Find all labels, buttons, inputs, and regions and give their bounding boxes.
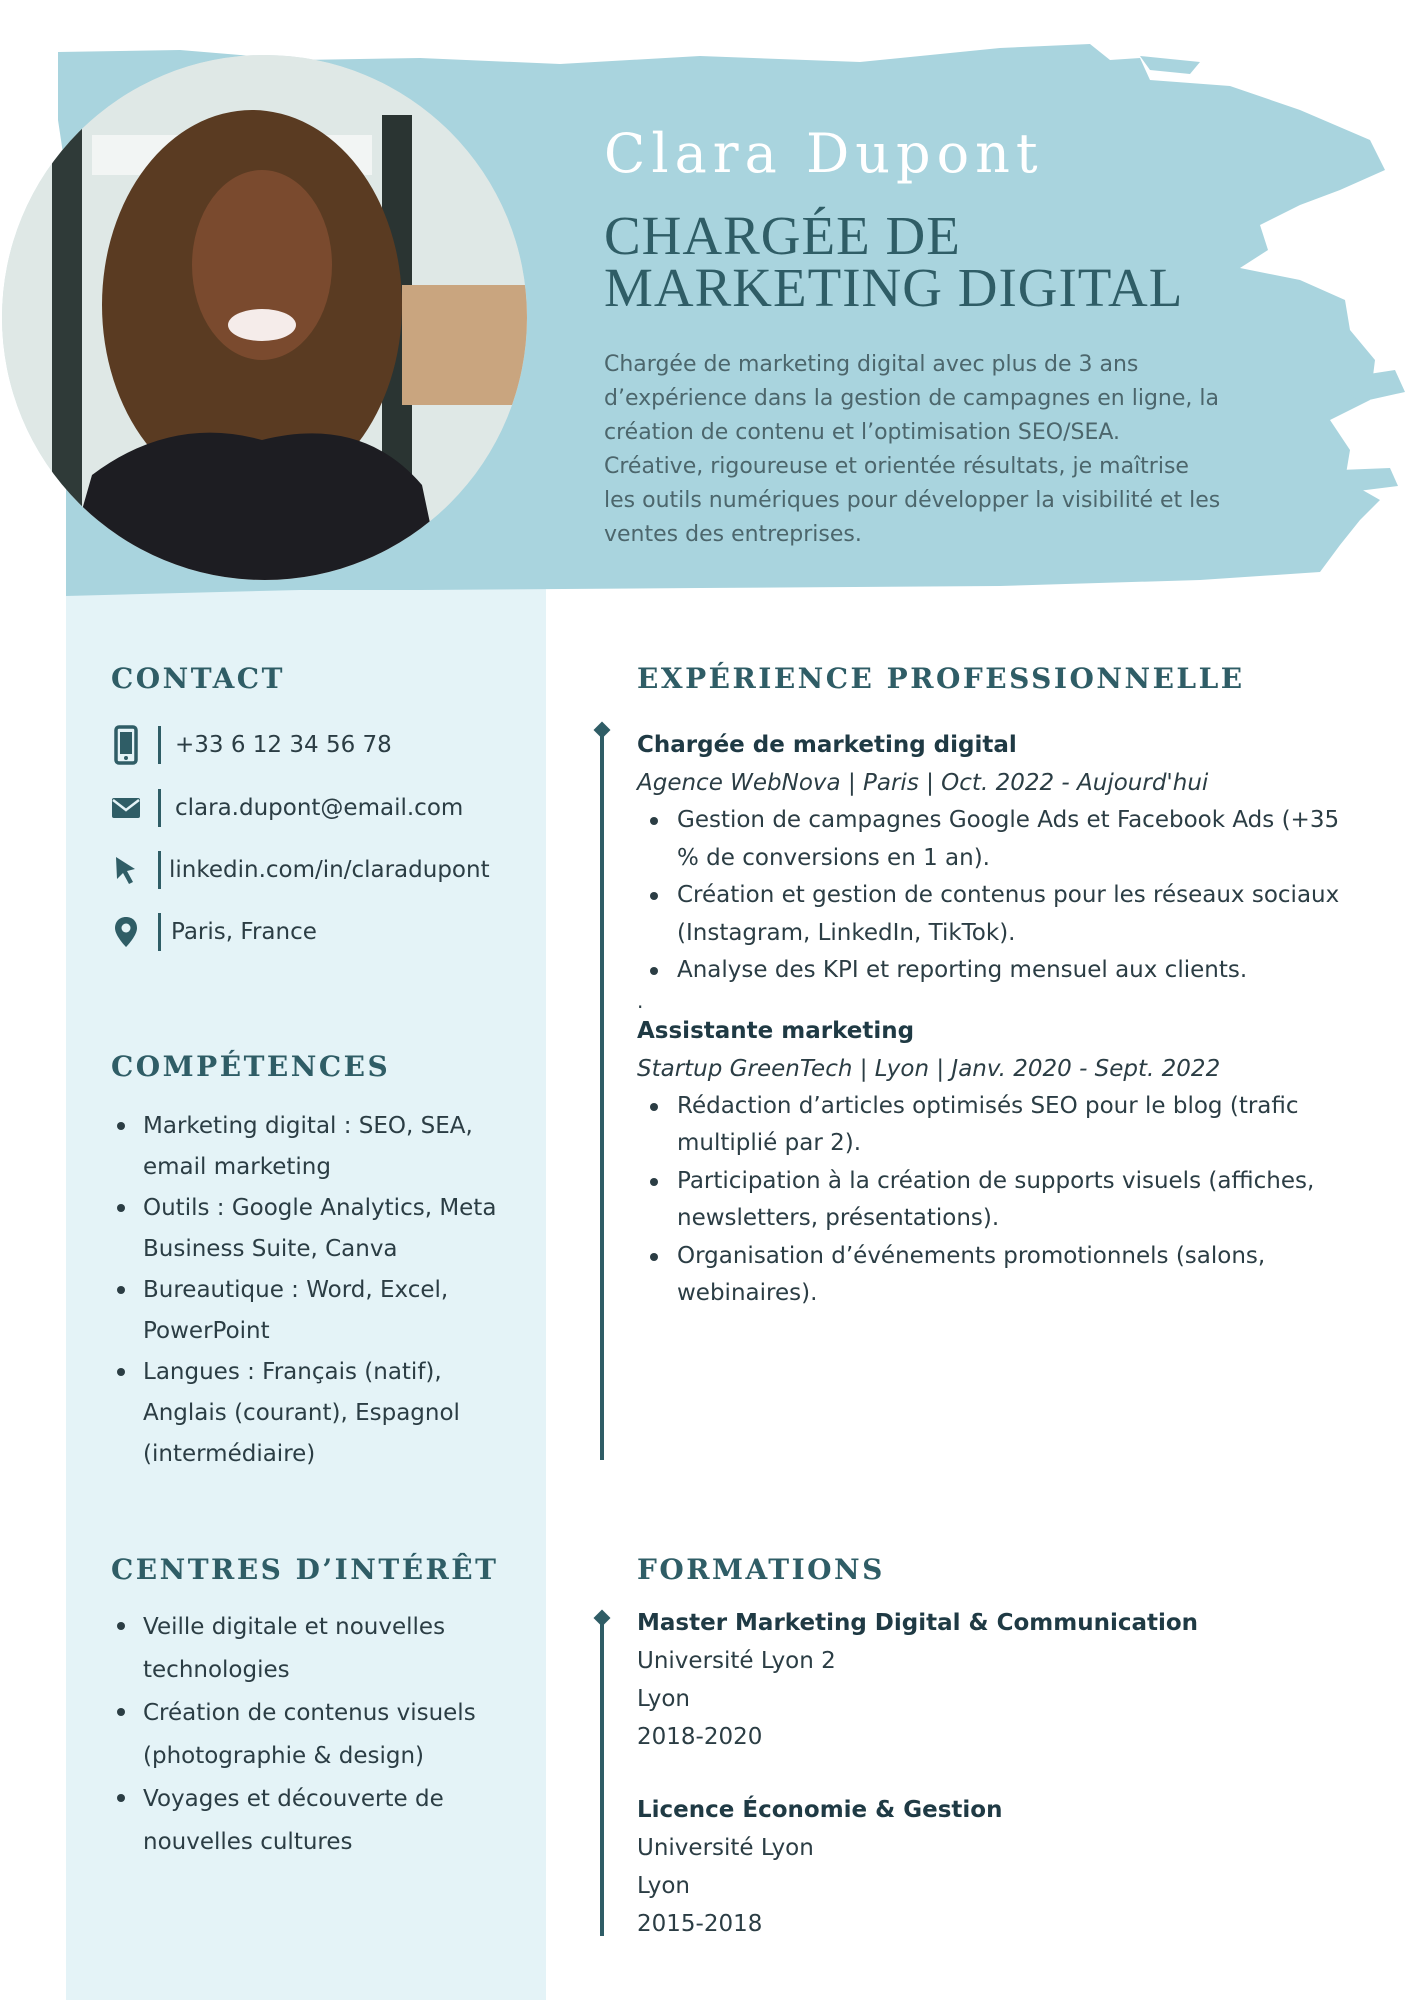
- list-item: Création et gestion de contenus pour les réseaux sociaux (Instagram, LinkedIn, TikTok).: [637, 877, 1367, 952]
- job-title: [604, 205, 1364, 318]
- list-item: Voyages et découverte de nouvelles cultures: [111, 1778, 511, 1864]
- list-item: Veille digitale et nouvelles technologies: [111, 1606, 511, 1692]
- contact-email: [108, 786, 463, 830]
- list-item: Langues : Français (natif), Anglais (courant), Espagnol (intermédiaire): [111, 1352, 521, 1475]
- phone-icon: [108, 725, 144, 765]
- location-pin-icon: [108, 912, 144, 952]
- school-city: Lyon: [637, 1873, 690, 1899]
- profile-summary: Chargée de marketing digital avec plus de 3 ans d’expérience dans la gestion de campagnes en ligne, la création de contenu et l’optimisation SEO/SEA. Créative, rigoureuse et orientée résultats, je maîtrise les outils numériques pour développer la visibilité et les ventes des entreprises.: [604, 352, 1221, 547]
- contact-separator: [158, 913, 161, 951]
- job-role: Assistante marketing: [637, 1017, 915, 1044]
- experience-list: [637, 726, 1367, 1313]
- experience-title: EXPÉRIENCE PROFESSIONNELLE: [637, 662, 1245, 695]
- job-role: Chargée de marketing digital: [637, 732, 1017, 758]
- list-item: Rédaction d’articles optimisés SEO pour le blog (trafic multiplié par 2).: [637, 1088, 1367, 1163]
- list-item: Outils : Google Analytics, Meta Business Suite, Canva: [111, 1188, 521, 1270]
- skills-title: COMPÉTENCES: [111, 1050, 391, 1083]
- list-item: Marketing digital : SEO, SEA, email marketing: [111, 1106, 521, 1188]
- email-address[interactable]: clara.dupont@email.com: [175, 795, 464, 821]
- location-text: Paris, France: [171, 919, 317, 945]
- candidate-name: Clara Dupont: [604, 122, 1044, 185]
- school-name: Université Lyon 2: [637, 1648, 836, 1674]
- contact-separator: [158, 789, 161, 827]
- school-city: Lyon: [637, 1686, 690, 1712]
- education-entry: [637, 1791, 1337, 1943]
- list-item: Analyse des KPI et reporting mensuel aux clients.: [637, 952, 1367, 990]
- contact-separator: [158, 726, 161, 764]
- skills-list: [111, 1106, 521, 1475]
- education-entry: [637, 1604, 1337, 1756]
- experience-timeline: [600, 728, 604, 1460]
- contact-location: [108, 910, 317, 954]
- contact-phone: [108, 723, 392, 767]
- interests-title: CENTRES D’INTÉRÊT: [111, 1553, 499, 1586]
- email-icon: [108, 788, 144, 828]
- phone-number[interactable]: +33 6 12 34 56 78: [175, 732, 392, 758]
- education-title: FORMATIONS: [637, 1553, 885, 1586]
- list-item: Organisation d’événements promotionnels (salons, webinaires).: [637, 1238, 1367, 1313]
- education-years: 2018-2020: [637, 1724, 763, 1750]
- education-timeline: [600, 1616, 604, 1936]
- list-item: Bureautique : Word, Excel, PowerPoint: [111, 1270, 521, 1352]
- degree-title: Master Marketing Digital & Communication: [637, 1610, 1199, 1636]
- degree-title: Licence Économie & Gestion: [637, 1797, 1003, 1823]
- timeline-marker: [594, 722, 611, 739]
- linkedin-url[interactable]: linkedin.com/in/claradupont: [169, 857, 490, 883]
- profile-photo: [2, 55, 527, 580]
- job-title-line-1: CHARGÉE DE: [604, 205, 961, 266]
- job-entry: [637, 726, 1367, 990]
- contact-linkedin: [108, 848, 490, 892]
- cursor-icon: [108, 850, 144, 890]
- entry-separator: .: [637, 988, 644, 1013]
- list-item: Création de contenus visuels (photographie & design): [111, 1692, 511, 1778]
- job-meta: Agence WebNova | Paris | Oct. 2022 - Aujourd'hui: [637, 770, 1209, 796]
- interests-list: [111, 1606, 511, 1864]
- timeline-marker: [594, 1610, 611, 1627]
- contact-separator: [158, 851, 161, 889]
- job-meta: Startup GreenTech | Lyon | Janv. 2020 - Sept. 2022: [637, 1055, 1221, 1082]
- school-name: Université Lyon: [637, 1835, 814, 1861]
- list-item: Gestion de campagnes Google Ads et Facebook Ads (+35 % de conversions en 1 an).: [637, 802, 1367, 877]
- job-bullets: [637, 802, 1367, 990]
- education-years: 2015-2018: [637, 1911, 763, 1937]
- job-entry: [637, 1012, 1367, 1313]
- job-bullets: [637, 1088, 1367, 1313]
- contact-title: CONTACT: [111, 662, 285, 695]
- job-title-line-2: MARKETING DIGITAL: [604, 257, 1184, 318]
- list-item: Participation à la création de supports visuels (affiches, newsletters, présentations).: [637, 1163, 1367, 1238]
